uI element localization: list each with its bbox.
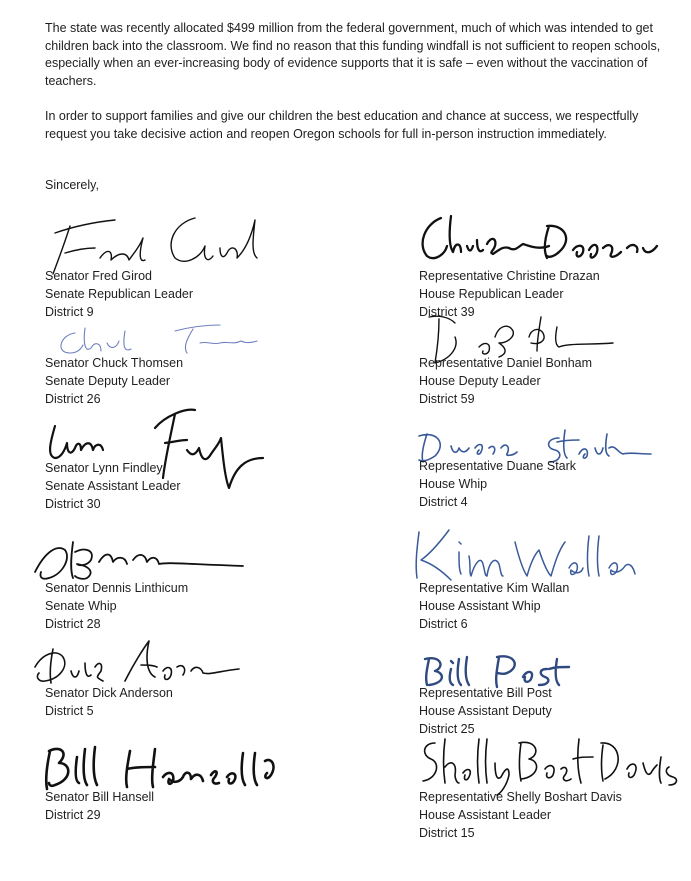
signatory-district: District 5 [45,704,94,718]
signatory-name: Representative Daniel Bonham [419,356,593,370]
signatory-name: Representative Christine Drazan [419,269,600,283]
body-paragraph-request: In order to support families and give our children the best education and chance at success, we respectfully request you take decisive action and reopen Oregon schools for full in-person instruction immediately. [45,109,639,141]
signatory-title: House Whip [419,477,488,491]
signatory-name: Representative Bill Post [419,686,552,700]
signatory-title: House Deputy Leader [419,374,541,388]
signatory-district: District 59 [419,392,475,406]
signatory-name: Senator Dennis Linthicum [45,581,189,595]
signatory-name: Representative Shelly Boshart Davis [419,790,622,804]
signatory-district: District 25 [419,722,475,736]
body-paragraph-funding: The state was recently allocated $499 million from the federal government, much of which was intended to get children back into the classroom. We find no reason that this funding windfall is not sufficient to reopen schools, especially when an ever-increasing body of evidence supports that it is safe – even without the vaccination of teachers. [45,21,661,88]
signatory-name: Senator Fred Girod [45,269,152,283]
signatory-district: District 28 [45,617,101,631]
handwritten-signature [389,206,689,276]
signatory-district: District 4 [419,495,468,509]
signatory-district: District 15 [419,826,475,840]
signature-block-shelly-boshart-davis [419,789,689,881]
signatory-name: Senator Lynn Findley [45,461,163,475]
signatory-district: District 26 [45,392,101,406]
signatory-name: Senator Bill Hansell [45,790,155,804]
signatory-title: House Assistant Whip [419,599,541,613]
signatory-district: District 39 [419,305,475,319]
signatory-name: Senator Chuck Thomsen [45,356,184,370]
signature-block-bill-hansell [45,789,315,881]
closing-salutation: Sincerely, [45,178,99,192]
signatory-title: Senate Whip [45,599,117,613]
signatory-title: House Republican Leader [419,287,564,301]
signatory-title: Senate Deputy Leader [45,374,171,388]
signatory-title: House Assistant Leader [419,808,552,822]
signatory-district: District 9 [45,305,94,319]
signatory-name: Representative Duane Stark [419,459,577,473]
signatory-district: District 29 [45,808,101,822]
signatory-district: District 30 [45,497,101,511]
signatory-title: House Assistant Deputy [419,704,552,718]
signatory-district: District 6 [419,617,468,631]
signatory-title: Senate Assistant Leader [45,479,181,493]
signatory-name: Senator Dick Anderson [45,686,173,700]
signatory-name: Representative Kim Wallan [419,581,570,595]
signatory-title: Senate Republican Leader [45,287,194,301]
